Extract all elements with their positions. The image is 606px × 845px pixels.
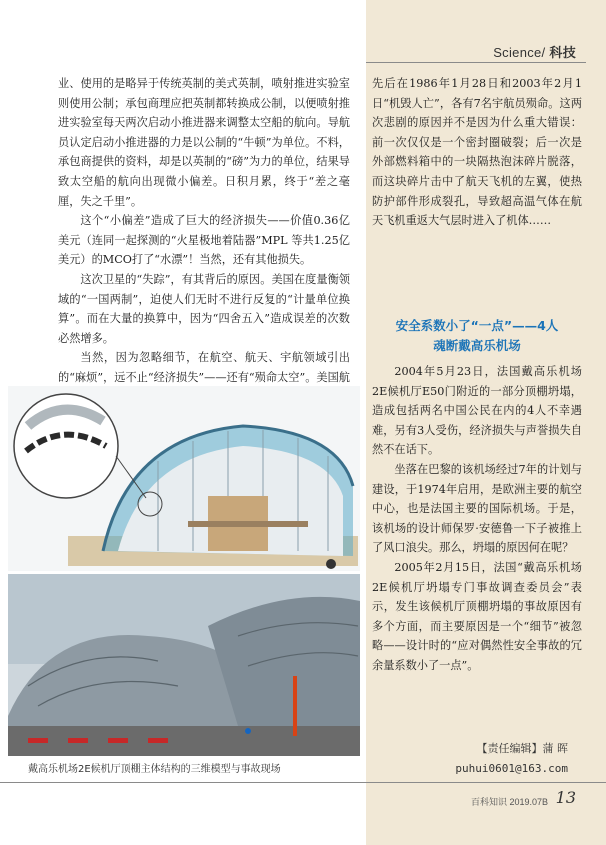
- page-number: 13: [555, 788, 576, 807]
- header-rule: [366, 62, 586, 63]
- right-top-paragraph: 先后在1986年1月28日和2003年2月1日“机毁人亡”，各有7名宇航员殒命。这两次悲剧的原因并不是因为什么重大错误：前一次仅仅是一个密封圈破裂；后一次是外部燃料箱中的一块隔热泡沫碎片脱落，而这块碎片击中了航天飞机的左翼，使热防护部件形成裂孔，导致超高温气体在航天飞机重返大气层时进入了机体……: [372, 77, 582, 228]
- subsection-title-line1: 安全系数小了“一点”——4人: [395, 318, 559, 333]
- model-inner-floor: [188, 521, 308, 527]
- left-column: [58, 74, 350, 407]
- left-paragraph: 这次卫星的“失踪”，有其背后的原因。美国在度量衡领域的“一国两制”，迫使人们无时不进行反复的“计量单位换算”。而在大量的换算中，因为“四舍五入”造成误差的次数必然增多。: [58, 272, 350, 345]
- model-marker: [326, 559, 336, 569]
- right-bottom-paragraph: 2004年5月23日，法国戴高乐机场2E候机厅E50门附近的一部分顶棚坍塌，造成包括两名中国公民在内的4人不幸遇难，另有3人受伤，经济损失与声誉损失自然不在话下。: [372, 365, 582, 457]
- photo-ground: [8, 726, 360, 756]
- terminal-figure: [8, 386, 360, 756]
- footer-rule: [0, 782, 606, 783]
- right-column-bottom: [372, 362, 582, 676]
- figure-caption: 戴高乐机场2E候机厅顶棚主体结构的三维模型与事故现场: [28, 764, 281, 775]
- right-column-top: [372, 74, 582, 231]
- photo-worker: [245, 728, 251, 734]
- left-paragraph: 业、使用的是略异于传统英制的美式英制，喷射推进实验室则使用公制；承包商理应把英制都转换成公制，以便喷射推进实验室每天两次启动小推进器来调整太空船的航向。导航员认定启动小推进器的力是以公制的“牛顿”为单位。不料，承包商提供的资料，却是以英制的“磅”为力的单位，结果导致太空船的航向出现微小偏差。日积月累，终于“差之毫厘，失之千里”。: [58, 77, 350, 208]
- terminal-illustration: [8, 386, 360, 756]
- right-bottom-paragraph: 2005年2月15日，法国“戴高乐机场2E候机厅坍塌专门事故调查委员会”表示，发生该候机厅顶棚坍塌的事故原因有多个方面，而主要原因是一个“细节”被忽略——设计时的“应对偶然性安全事故的冗余量系数小了一点”。: [372, 560, 582, 672]
- section-tag-cn: 科技: [549, 45, 576, 60]
- left-paragraph: 当然，因为忽略细节，在航空、航天、宇航领域引出的“麻烦”，远不止“经济损失”——还有“殒命太空”。美国航: [58, 351, 350, 384]
- journal-footer: 百科知识 2019.07B: [470, 797, 548, 807]
- photo-crane-arm: [293, 676, 297, 736]
- right-bottom-paragraph: 坐落在巴黎的该机场经过7年的计划与建设，于1974年启用，是欧洲主要的航空中心，也是法国主要的国际机场。于是，该机场的设计师保罗·安德鲁一下子被推上了风口浪尖。那么，坍塌的原因何在呢？: [372, 462, 582, 555]
- section-tag: [493, 42, 576, 61]
- subsection-title-line2: 魂断戴高乐机场: [433, 338, 521, 353]
- subsection-title: [372, 316, 582, 356]
- section-tag-en: Science/: [493, 45, 546, 60]
- left-paragraph: 这个“小偏差”造成了巨大的经济损失——价值0.36亿美元（连同一起探测的“火星极地着陆器”MPL 等共1.25亿美元）的MCO打了“水漂”！当然，还有其他损失。: [58, 214, 350, 267]
- editor-email: puhui0601@163.com: [455, 762, 568, 775]
- editor-credit: 【责任编辑】蒲 晖: [476, 742, 568, 755]
